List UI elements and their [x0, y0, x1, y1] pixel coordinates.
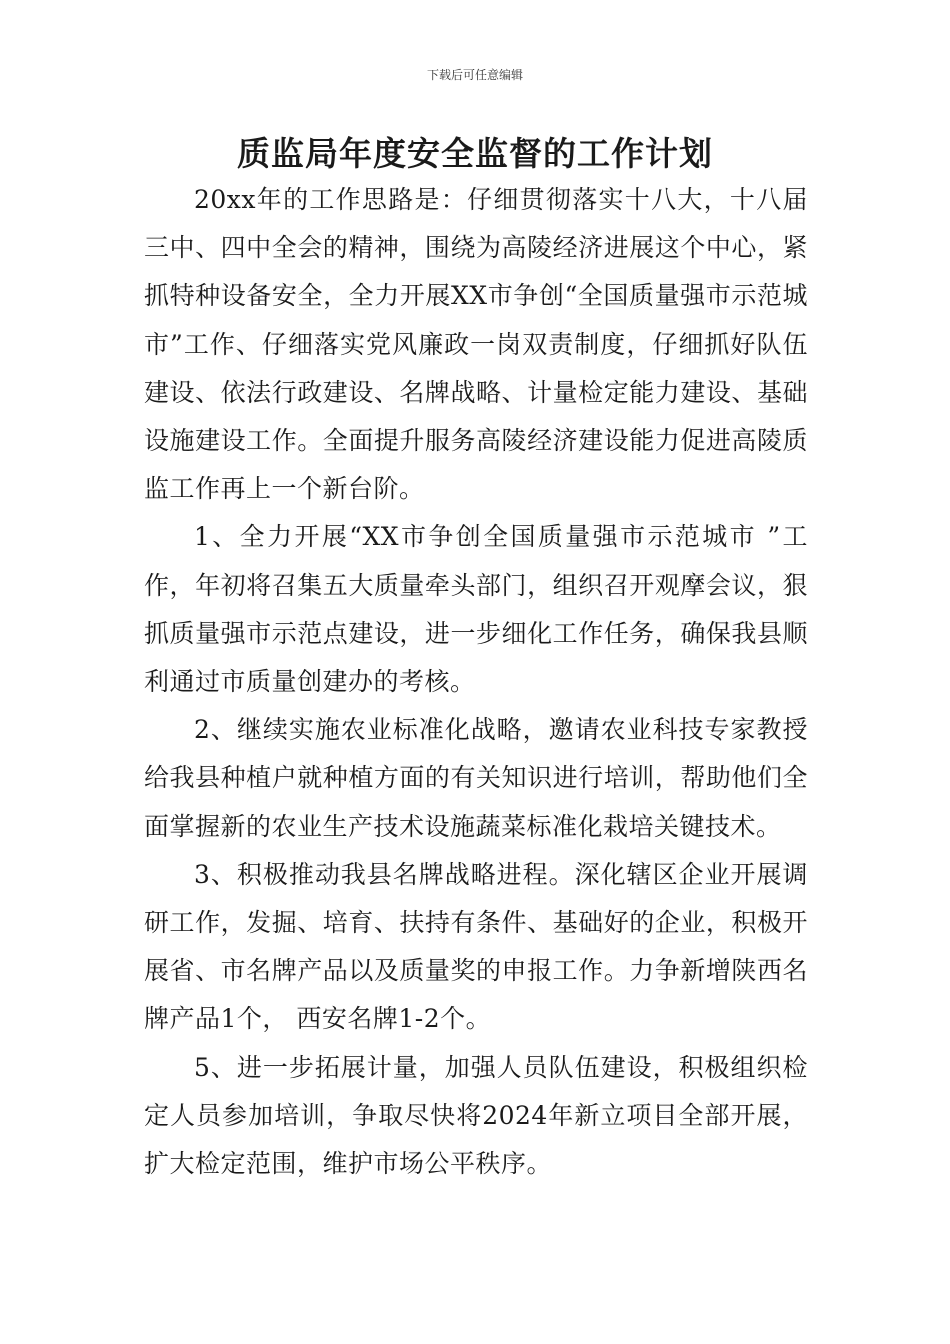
- paragraph-item-5: 5、进一步拓展计量，加强人员队伍建设，积极组织检定人员参加培训，争取尽快将2024年新立项目全部开展，扩大检定范围，维护市场公平秩序。: [144, 1052, 808, 1179]
- header-note: 下载后可任意编辑: [426, 68, 523, 82]
- paragraph-item-2: 2、继续实施农业标准化战略，邀请农业科技专家教授给我县种植户就种植方面的有关知识进行培训，帮助他们全面掌握新的农业生产技术设施蔬菜标准化栽培关键技术。: [144, 715, 808, 841]
- page-title: 质监局年度安全监督的工作计划: [237, 134, 713, 173]
- paragraph-intro: 20xx年的工作思路是：仔细贯彻落实十八大，十八届三中、四中全会的精神，围绕为高陵经济进展这个中心，紧抓特种设备安全，全力开展XX市争创“全国质量强市示范城市”工作、仔细落实党风廉政一岗双责制度，仔细抓好队伍建设、依法行政建设、名牌战略、计量检定能力建设、基础设施建设工作。全面提升服务高陵经济建设能力促进高陵质监工作再上一个新台阶。: [144, 185, 808, 504]
- paragraph-item-1: 1、全力开展“XX市争创全国质量强市示范城市 ”工作，年初将召集五大质量牵头部门，组织召开观摩会议，狠抓质量强市示范点建设，进一步细化工作任务，确保我县顺利通过市质量创建办的考核。: [144, 522, 808, 697]
- document-body: [144, 176, 808, 1188]
- paragraph-item-3: 3、积极推动我县名牌战略进程。深化辖区企业开展调研工作，发掘、培育、扶持有条件、基础好的企业，积极开展省、市名牌产品以及质量奖的申报工作。力争新增陕西名牌产品1个， 西安名牌1-2个。: [144, 859, 808, 1034]
